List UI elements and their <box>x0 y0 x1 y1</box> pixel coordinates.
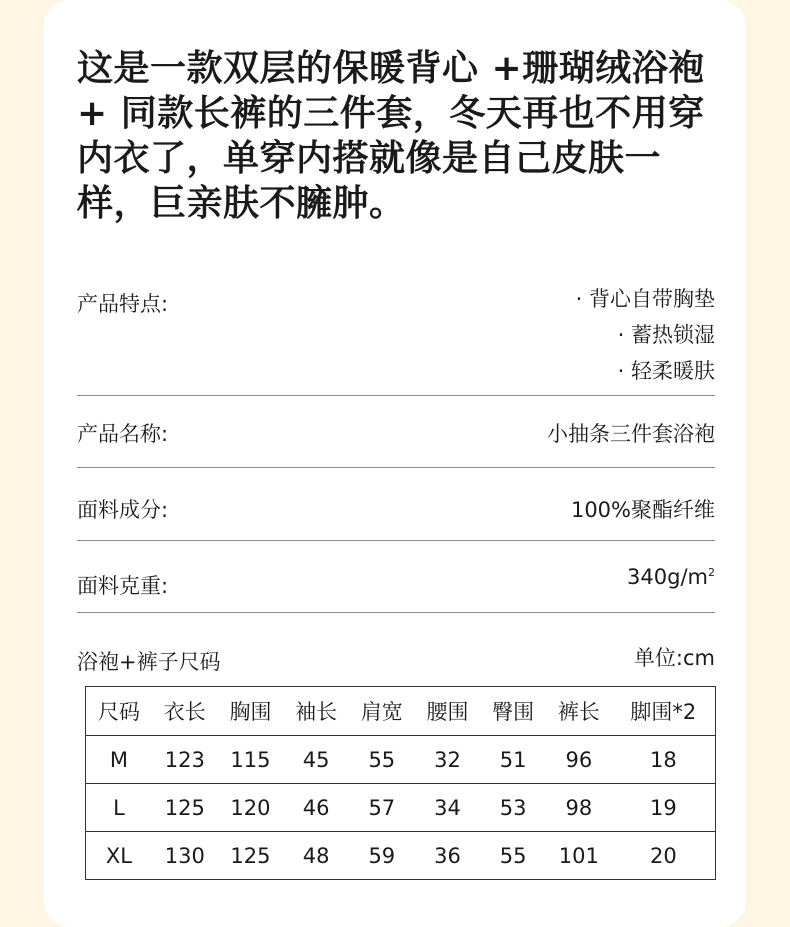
column-header: 脚围*2 <box>612 687 716 736</box>
column-header: 肩宽 <box>349 687 415 736</box>
divider <box>77 540 715 541</box>
weight-number: 340g/m <box>627 565 708 589</box>
table-cell: 36 <box>415 832 481 880</box>
size-table <box>85 686 716 880</box>
product-name-value: 小抽条三件套浴袍 <box>547 422 715 446</box>
feature-item: · 背心自带胸垫 <box>576 281 715 317</box>
column-header: 尺码 <box>86 687 152 736</box>
table-cell: 125 <box>152 784 218 832</box>
table-cell: 20 <box>612 832 716 880</box>
weight-value <box>627 565 715 589</box>
column-header: 衣长 <box>152 687 218 736</box>
table-cell: 51 <box>480 736 546 784</box>
column-header: 腰围 <box>415 687 481 736</box>
table-cell: 123 <box>152 736 218 784</box>
size-unit: 单位:cm <box>633 646 715 670</box>
weight-label: 面料克重: <box>77 574 169 598</box>
material-label: 面料成分: <box>77 498 169 522</box>
table-cell: 55 <box>480 832 546 880</box>
column-header: 袖长 <box>283 687 349 736</box>
feature-item: · 蓄热锁湿 <box>576 317 715 353</box>
product-name-label: 产品名称: <box>77 422 169 446</box>
table-row <box>86 784 716 832</box>
table-cell: 55 <box>349 736 415 784</box>
table-cell: 115 <box>218 736 284 784</box>
features-row <box>77 288 715 398</box>
table-cell: 98 <box>546 784 612 832</box>
table-cell: 130 <box>152 832 218 880</box>
column-header: 臀围 <box>480 687 546 736</box>
features-label: 产品特点: <box>77 292 169 316</box>
features-list <box>576 281 715 389</box>
table-cell: XL <box>86 832 152 880</box>
table-cell: 19 <box>612 784 716 832</box>
weight-superscript: 2 <box>708 566 715 579</box>
table-cell: 120 <box>218 784 284 832</box>
feature-item: · 轻柔暖肤 <box>576 353 715 389</box>
table-cell: L <box>86 784 152 832</box>
divider <box>77 467 715 468</box>
table-cell: 125 <box>218 832 284 880</box>
divider <box>77 395 715 396</box>
table-row <box>86 736 716 784</box>
table-cell: 101 <box>546 832 612 880</box>
table-cell: 53 <box>480 784 546 832</box>
table-cell: 48 <box>283 832 349 880</box>
column-header: 胸围 <box>218 687 284 736</box>
table-cell: 45 <box>283 736 349 784</box>
table-cell: 59 <box>349 832 415 880</box>
size-section-title: 浴袍+裤子尺码 <box>77 650 221 674</box>
table-cell: M <box>86 736 152 784</box>
table-cell: 32 <box>415 736 481 784</box>
column-header: 裤长 <box>546 687 612 736</box>
table-cell: 46 <box>283 784 349 832</box>
material-value: 100%聚酯纤维 <box>570 498 715 522</box>
table-header-row <box>86 687 716 736</box>
table-cell: 34 <box>415 784 481 832</box>
table-cell: 96 <box>546 736 612 784</box>
table-cell: 57 <box>349 784 415 832</box>
divider <box>77 612 715 613</box>
table-cell: 18 <box>612 736 716 784</box>
table-row <box>86 832 716 880</box>
product-description: 这是一款双层的保暖背心 +珊瑚绒浴袍 + 同款长裤的三件套，冬天再也不用穿内衣了，单穿内搭就像是自己皮肤一样，巨亲肤不臃肿。 <box>77 48 705 224</box>
